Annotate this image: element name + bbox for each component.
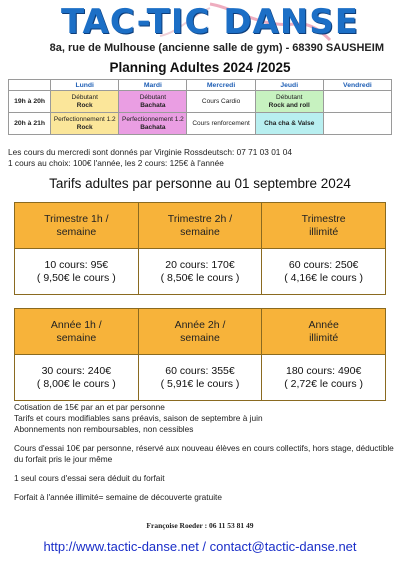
day-header: Mardi [119, 80, 187, 91]
schedule-table [8, 79, 392, 135]
note-line: Abonnements non remboursables, non cessibles [14, 424, 194, 434]
info-line: Les cours du mercredi sont donnés par Virginie Rossdeutsch: 07 71 03 01 04 [8, 147, 292, 157]
schedule-row [9, 113, 392, 135]
annee-table [14, 308, 386, 401]
class-level: Débutant [139, 93, 167, 101]
planning-title: Planning Adultes 2024 /2025 [109, 60, 291, 75]
class-level: Perfectionnement 1.2 [53, 115, 116, 123]
class-level: Cours renforcement [192, 119, 250, 127]
tarif-header: Année 1h / semaine [15, 309, 139, 355]
trimestre-table [14, 202, 386, 295]
class-level: Débutant [276, 93, 303, 101]
day-header: Vendredi [323, 80, 391, 91]
tarif-header: Année 2h / semaine [138, 309, 262, 355]
tarif-value: 60 cours: 355€ ( 5,91€ le cours ) [138, 355, 262, 401]
class-style: Cha cha & Valse [264, 119, 315, 127]
class-cell [187, 91, 255, 113]
tarif-value: 20 cours: 170€ ( 8,50€ le cours ) [138, 249, 262, 295]
class-style: Bachata [140, 123, 166, 131]
info-line: 1 cours au choix: 100€ l'année, les 2 cours: 125€ à l'année [8, 158, 224, 168]
class-cell [187, 113, 255, 135]
day-header: Lundi [51, 80, 119, 91]
logo-text: TAC-TIC DANSE [60, 2, 360, 42]
address: 8a, rue de Mulhouse (ancienne salle de gym) - 68390 SAUSHEIM [49, 42, 384, 54]
schedule-row [9, 91, 392, 113]
contact-person: Françoise Roeder : 06 11 53 81 49 [146, 521, 254, 530]
tarif-header-row [15, 203, 386, 249]
schedule-header-row [9, 80, 392, 91]
tarif-value: 30 cours: 240€ ( 8,00€ le cours ) [15, 355, 139, 401]
tarif-value: 180 cours: 490€ ( 2,72€ le cours ) [262, 355, 386, 401]
class-cell [119, 113, 187, 135]
class-cell [51, 113, 119, 135]
tarif-value-row [15, 249, 386, 295]
logo [60, 2, 360, 44]
time-slot: 20h à 21h [9, 113, 51, 135]
class-cell-empty [323, 113, 391, 135]
note-line: Cours d'essai 10€ par personne, réservé aux nouveau élèves en cours collectifs, hors stage, déductible du forfait pris le jour même [14, 443, 394, 464]
tarif-value-row [15, 355, 386, 401]
tarif-header: Année illimité [262, 309, 386, 355]
tarif-header: Trimestre 2h / semaine [138, 203, 262, 249]
note-line: Forfait à l'année illimité= semaine de découverte gratuite [14, 492, 222, 502]
notes-block [14, 402, 394, 503]
class-level: Cours Cardio [201, 97, 241, 105]
note-line: 1 seul cours d'essai sera déduit du forfait [14, 473, 165, 483]
class-cell [255, 113, 323, 135]
tarif-header-row [15, 309, 386, 355]
tarif-value: 10 cours: 95€ ( 9,50€ le cours ) [15, 249, 139, 295]
class-style: Bachata [140, 101, 166, 109]
class-style: Rock [76, 123, 93, 131]
tarifs-title: Tarifs adultes par personne au 01 septembre 2024 [49, 176, 351, 191]
schedule-corner [9, 80, 51, 91]
day-header: Mercredi [187, 80, 255, 91]
website-email-links[interactable]: http://www.tactic-danse.net / contact@tactic-danse.net [43, 539, 357, 554]
day-header: Jeudi [255, 80, 323, 91]
note-line: Tarifs et cours modifiables sans préavis, saison de septembre à juin [14, 413, 263, 423]
class-style: Rock and roll [268, 101, 310, 109]
info-block [8, 147, 398, 169]
class-cell-empty [323, 91, 391, 113]
time-slot: 19h à 20h [9, 91, 51, 113]
class-style: Rock [76, 101, 93, 109]
class-level: Perfectionnement 1.2 [121, 115, 184, 123]
tarif-value: 60 cours: 250€ ( 4,16€ le cours ) [262, 249, 386, 295]
class-cell [119, 91, 187, 113]
note-line: Cotisation de 15€ par an et par personne [14, 402, 165, 412]
tarif-header: Trimestre illimité [262, 203, 386, 249]
class-cell [255, 91, 323, 113]
class-cell [51, 91, 119, 113]
tarif-header: Trimestre 1h / semaine [15, 203, 139, 249]
class-level: Débutant [71, 93, 98, 101]
